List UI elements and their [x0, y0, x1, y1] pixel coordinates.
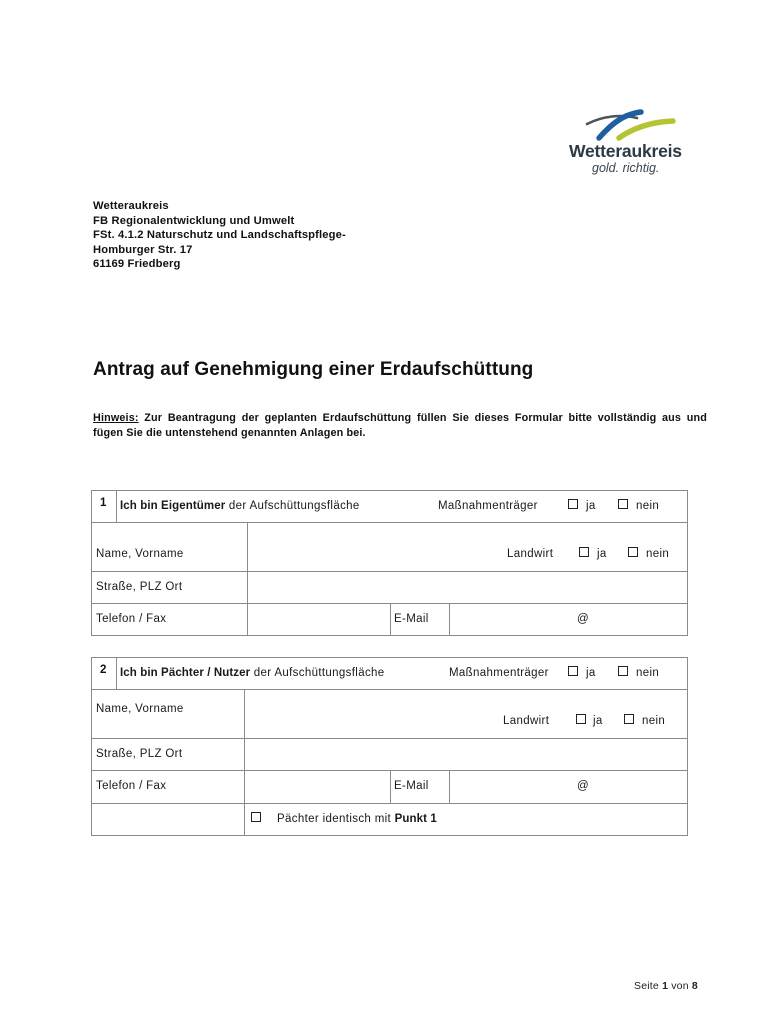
phone-label: Telefon / Fax [96, 780, 167, 792]
same-as-ref: Punkt 1 [394, 813, 437, 825]
ja-label: ja [593, 715, 603, 727]
address-line: FB Regionalentwicklung und Umwelt [93, 214, 295, 227]
street-field[interactable] [245, 739, 687, 769]
recipient-address [93, 199, 346, 272]
massnahmentraeger-ja-checkbox[interactable] [568, 499, 578, 509]
landwirt-nein-checkbox[interactable] [624, 714, 634, 724]
page-number: 1 [662, 980, 669, 992]
ja-label: ja [597, 548, 607, 560]
phone-field[interactable] [248, 604, 389, 635]
street-field[interactable] [248, 572, 687, 602]
section-1-heading-bold: Ich bin Eigentümer [120, 500, 226, 512]
section-1-heading-rest: der Aufschüttungsfläche [225, 500, 360, 512]
address-line: 61169 Friedberg [93, 258, 181, 270]
column-divider [116, 657, 117, 689]
phone-field[interactable] [245, 771, 389, 802]
page-word: Seite [634, 980, 659, 992]
email-label: E-Mail [394, 780, 429, 792]
column-divider [390, 770, 391, 803]
landwirt-ja-checkbox[interactable] [579, 547, 589, 557]
name-label: Name, Vorname [96, 703, 184, 715]
massnahmentraeger-nein-checkbox[interactable] [618, 499, 628, 509]
section-2-heading-rest: der Aufschüttungsfläche [250, 667, 385, 679]
row-divider [91, 803, 688, 804]
column-divider [390, 603, 391, 636]
landwirt-nein-checkbox[interactable] [628, 547, 638, 557]
nein-label: nein [646, 548, 670, 560]
massnahmentraeger-label: Maßnahmenträger [438, 500, 538, 512]
nein-label: nein [636, 500, 660, 512]
hint-label: Hinweis: [93, 412, 139, 424]
ja-label: ja [586, 667, 596, 679]
massnahmentraeger-nein-checkbox[interactable] [618, 666, 628, 676]
at-sign: @ [577, 780, 590, 792]
massnahmentraeger-ja-checkbox[interactable] [568, 666, 578, 676]
document-title: Antrag auf Genehmigung einer Erdaufschüttung [93, 359, 534, 380]
street-label: Straße, PLZ Ort [96, 748, 183, 760]
at-sign: @ [577, 613, 590, 625]
same-as-text: Pächter identisch mit [277, 813, 392, 825]
section-2-heading [120, 667, 385, 679]
phone-label: Telefon / Fax [96, 613, 167, 625]
of-word: von [671, 980, 689, 992]
ja-label: ja [586, 500, 596, 512]
nein-label: nein [636, 667, 660, 679]
address-line: Homburger Str. 17 [93, 243, 193, 256]
address-line: Wetteraukreis [93, 200, 169, 212]
hint-text: Zur Beantragung der geplanten Erdaufschüttung füllen Sie dieses Formular bitte vollständig aus und fügen Sie die untenstehend genannten Anlagen bei. [93, 412, 707, 439]
landwirt-ja-checkbox[interactable] [576, 714, 586, 724]
address-line: FSt. 4.1.2 Naturschutz und Landschaftspflege- [93, 229, 346, 241]
name-field[interactable] [245, 690, 687, 737]
column-divider [116, 490, 117, 522]
total-pages: 8 [691, 980, 698, 992]
landwirt-label: Landwirt [503, 715, 550, 727]
section-number: 1 [100, 497, 107, 509]
name-field[interactable] [248, 523, 687, 570]
same-as-section-1-text [277, 813, 437, 825]
email-label: E-Mail [394, 613, 429, 625]
street-label: Straße, PLZ Ort [96, 581, 183, 593]
logo-name: Wetteraukreis [569, 141, 682, 161]
page-footer [634, 980, 698, 992]
nein-label: nein [642, 715, 666, 727]
section-number: 2 [100, 664, 107, 676]
massnahmentraeger-label: Maßnahmenträger [449, 667, 549, 679]
section-2-heading-bold: Ich bin Pächter / Nutzer [120, 667, 251, 679]
same-as-section-1-checkbox[interactable] [251, 812, 261, 822]
email-field[interactable] [450, 604, 687, 635]
landwirt-label: Landwirt [507, 548, 554, 560]
section-1-heading [120, 500, 360, 512]
logo-tagline: gold. richtig. [592, 161, 660, 175]
name-label: Name, Vorname [96, 548, 184, 560]
email-field[interactable] [450, 771, 687, 802]
hint-paragraph [93, 411, 707, 440]
